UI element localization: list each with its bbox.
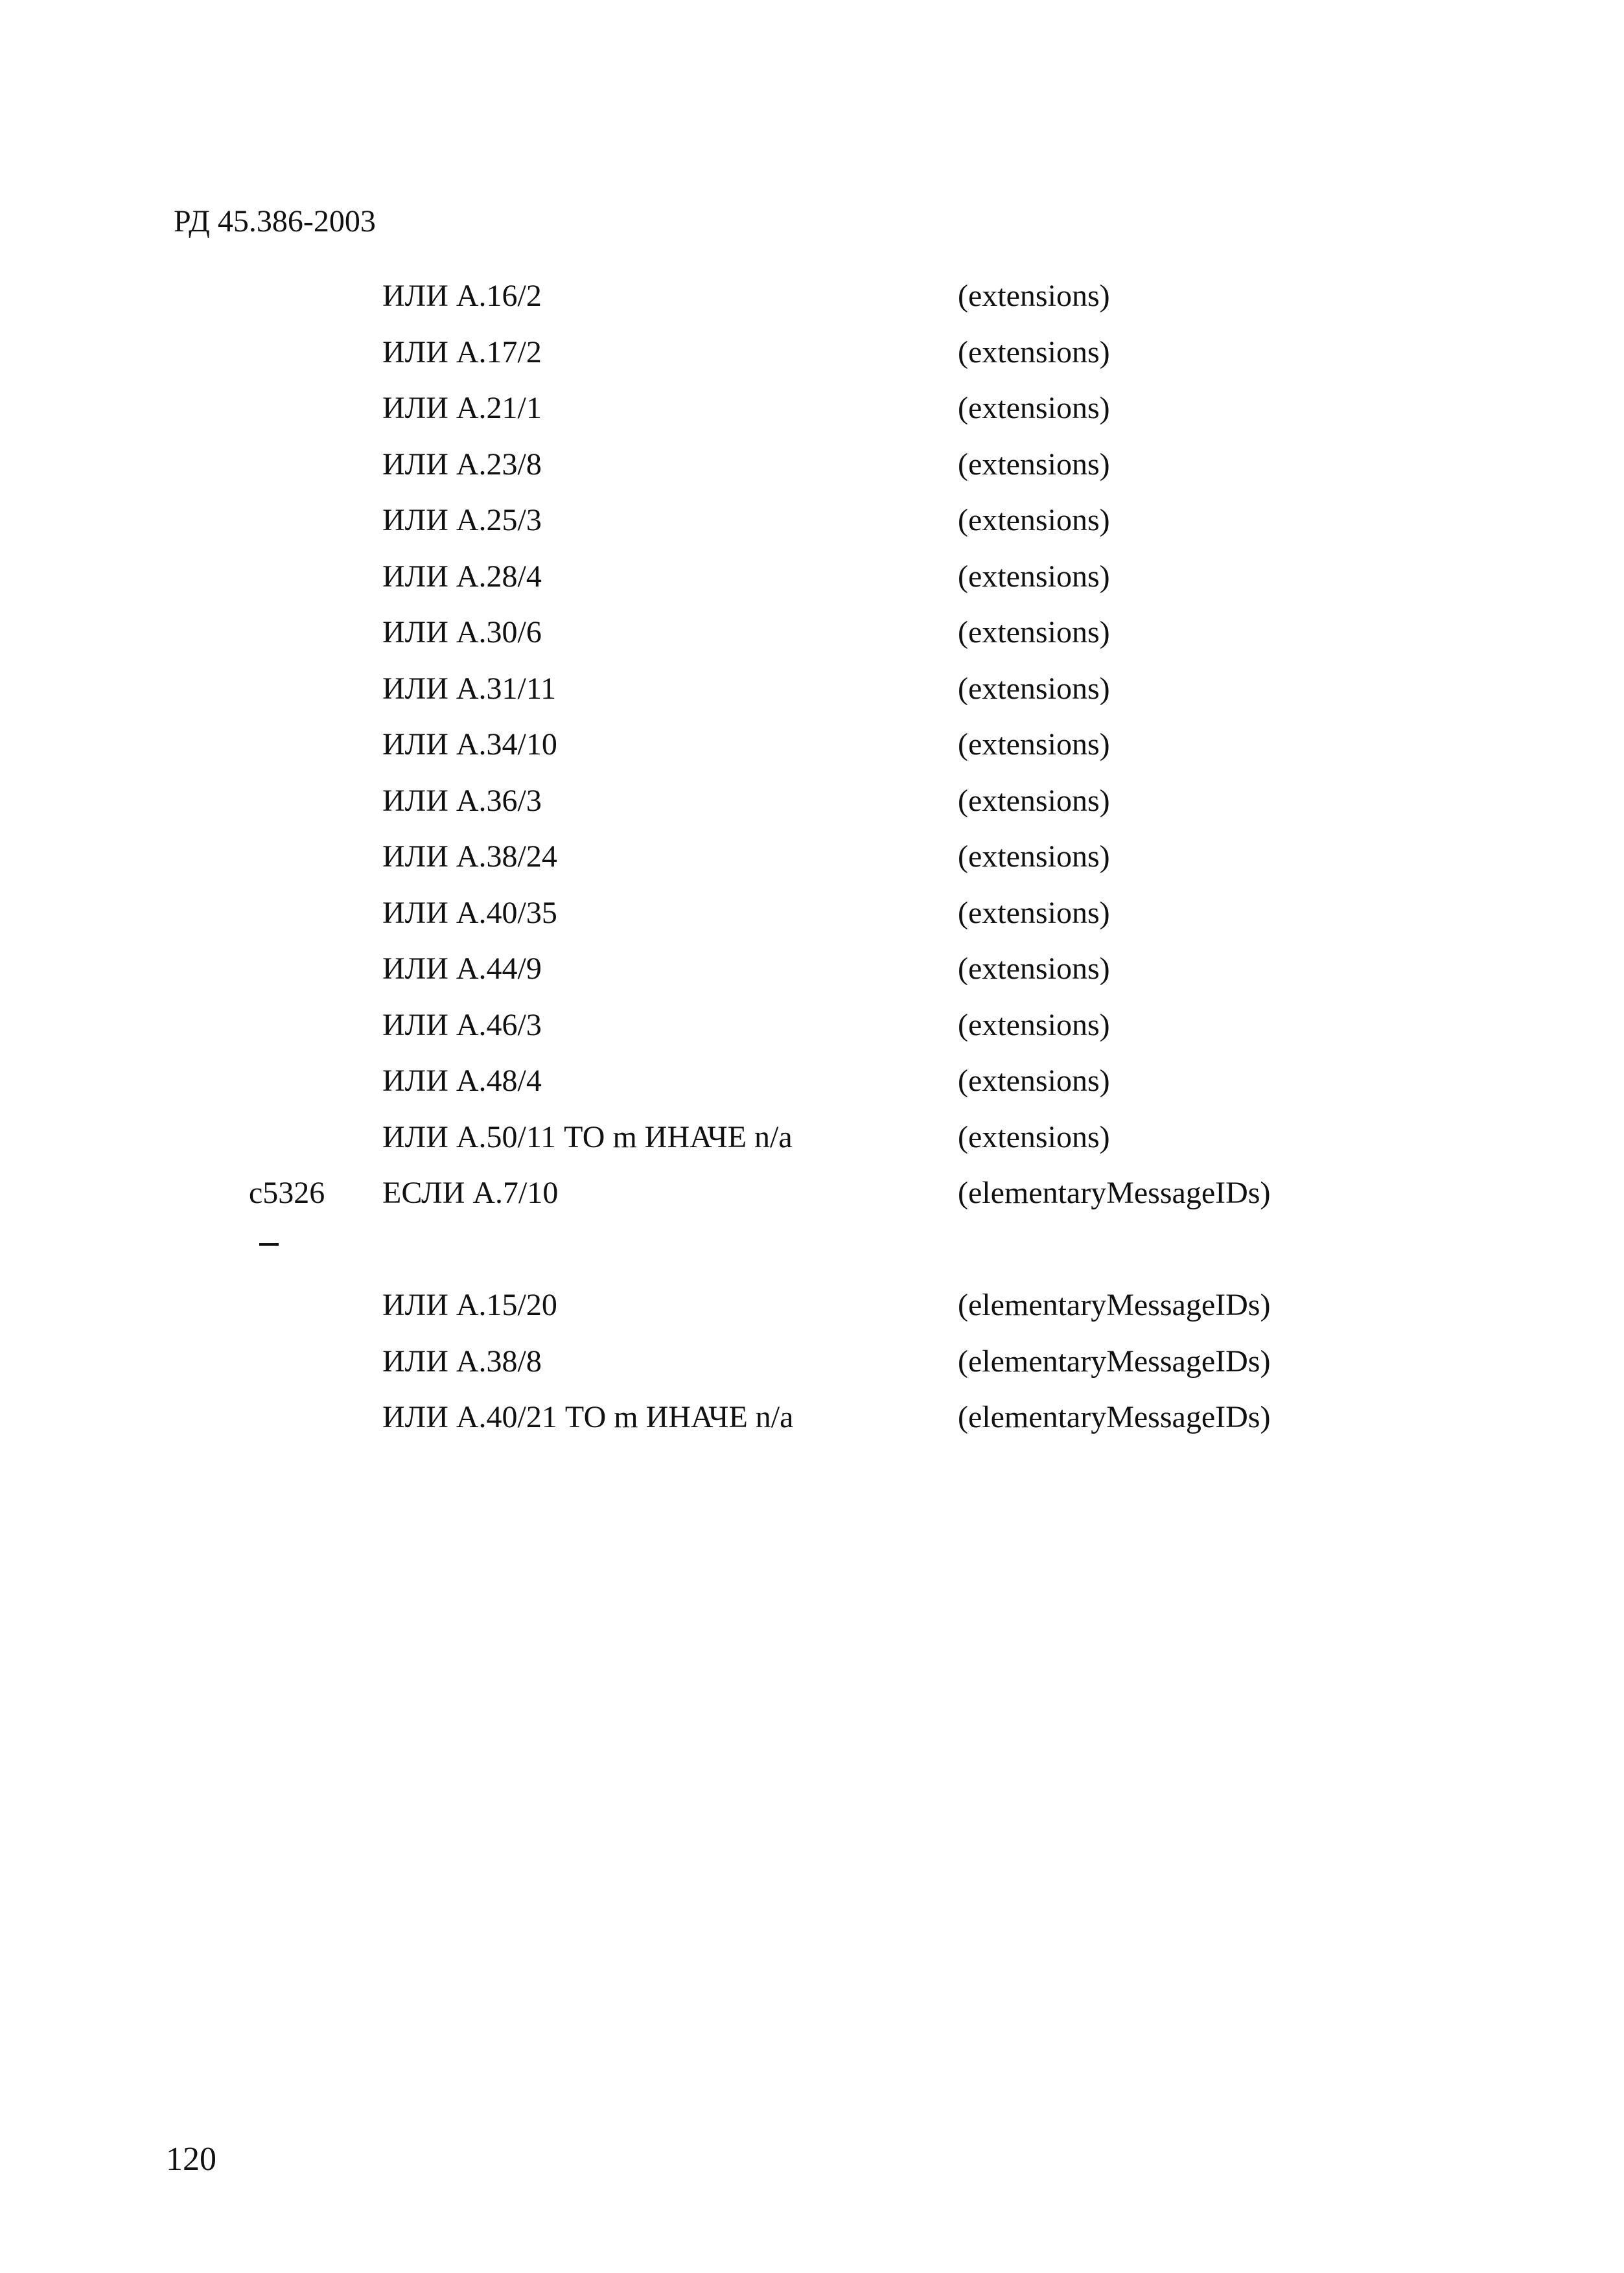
condition-expression: ИЛИ А.31/11 [382,671,557,706]
condition-expression: ИЛИ А.48/4 [382,1064,542,1098]
condition-expression: ИЛИ А.40/21 ТО m ИНАЧЕ n/a [382,1400,794,1434]
condition-expression: ИЛИ А.38/8 [382,1344,542,1379]
field-name: (extensions) [958,615,1110,649]
list-item [0,332,1624,388]
list-item [0,1341,1624,1397]
field-name: (extensions) [958,951,1110,986]
conditions-list [0,275,1624,1453]
field-name: (extensions) [958,503,1110,537]
list-item [0,892,1624,949]
condition-expression: ИЛИ А.25/3 [382,503,542,537]
condition-code: c5326 [249,1176,325,1210]
condition-expression: ИЛИ А.15/20 [382,1288,557,1322]
field-name: (extensions) [958,1064,1110,1098]
list-item [0,1285,1624,1341]
list-item [0,556,1624,612]
condition-expression: ИЛИ А.40/35 [382,895,557,930]
field-name: (elementaryMessageIDs) [958,1400,1271,1434]
list-item [0,948,1624,1005]
condition-expression: ИЛИ А.44/9 [382,951,542,986]
page-number: 120 [166,2141,216,2178]
list-item [0,1060,1624,1117]
condition-expression: ИЛИ А.16/2 [382,279,542,313]
list-item [0,724,1624,780]
code-continuation [0,1229,1624,1285]
field-name: (elementaryMessageIDs) [958,1176,1271,1210]
list-item [0,500,1624,556]
document-id-header: РД 45.386-2003 [174,204,376,239]
field-name: (extensions) [958,559,1110,594]
condition-expression: ИЛИ А.50/11 ТО m ИНАЧЕ n/a [382,1119,793,1154]
field-name: (elementaryMessageIDs) [958,1344,1271,1379]
condition-expression: ИЛИ А.30/6 [382,615,542,649]
condition-expression: ИЛИ А.23/8 [382,447,542,482]
list-item [0,612,1624,668]
condition-expression: ИЛИ А.17/2 [382,334,542,369]
list-item [0,1005,1624,1061]
list-item [0,668,1624,725]
field-name: (extensions) [958,671,1110,706]
list-item [0,1397,1624,1453]
list-item [0,388,1624,444]
list-item [0,780,1624,837]
field-name: (extensions) [958,447,1110,482]
condition-expression: ЕСЛИ А.7/10 [382,1176,559,1210]
list-item [0,1117,1624,1173]
condition-expression: ИЛИ А.28/4 [382,559,542,594]
field-name: (extensions) [958,783,1110,818]
field-name: (elementaryMessageIDs) [958,1288,1271,1322]
dash-mark [259,1243,279,1246]
field-name: (extensions) [958,391,1110,425]
field-name: (extensions) [958,895,1110,930]
list-item [0,836,1624,892]
field-name: (extensions) [958,839,1110,874]
field-name: (extensions) [958,279,1110,313]
condition-expression: ИЛИ А.46/3 [382,1007,542,1042]
condition-expression: ИЛИ А.36/3 [382,783,542,818]
field-name: (extensions) [958,727,1110,762]
field-name: (extensions) [958,334,1110,369]
condition-expression: ИЛИ А.21/1 [382,391,542,425]
condition-expression: ИЛИ А.34/10 [382,727,557,762]
list-item [0,1172,1624,1229]
list-item [0,275,1624,332]
condition-expression: ИЛИ А.38/24 [382,839,557,874]
field-name: (extensions) [958,1119,1110,1154]
list-item [0,444,1624,500]
field-name: (extensions) [958,1007,1110,1042]
